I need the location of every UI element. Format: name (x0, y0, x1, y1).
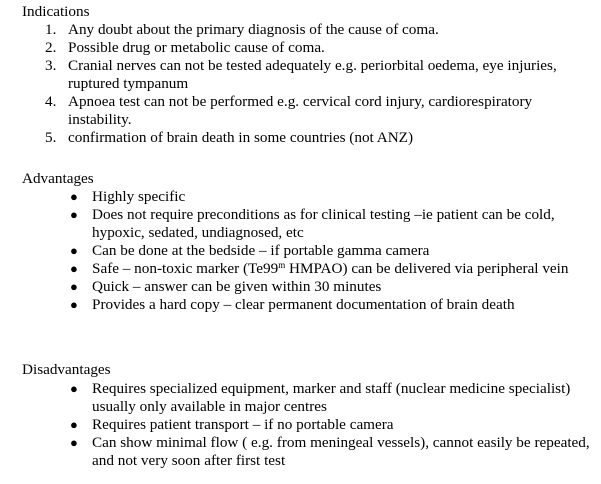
list-number: 4. (45, 93, 57, 110)
disadvantage-item-3 (0, 434, 601, 470)
disadvantage-text: Requires specialized equipment, marker and staff (nuclear medicine specialist) usually only available in major centres (92, 380, 571, 415)
bullet-icon: ● (70, 297, 78, 312)
list-number: 2. (45, 39, 57, 56)
advantages-heading: Advantages (22, 170, 94, 187)
bullet-icon: ● (70, 243, 78, 258)
indication-item-4 (0, 93, 601, 129)
bullet-icon: ● (70, 435, 78, 450)
bullet-icon: ● (70, 279, 78, 294)
indication-item-2 (0, 39, 601, 57)
indications-heading: Indications (22, 3, 90, 20)
indication-item-3 (0, 57, 601, 93)
superscript: m (278, 260, 286, 270)
advantage-item-1 (0, 188, 601, 206)
list-number: 3. (45, 57, 57, 74)
advantage-item-2 (0, 206, 601, 242)
indication-text: Any doubt about the primary diagnosis of the cause of coma. (68, 21, 439, 38)
indication-text: Possible drug or metabolic cause of coma. (68, 39, 325, 56)
disadvantage-text: Can show minimal flow ( e.g. from meningeal vessels), cannot easily be repeated, and not very soon after first test (92, 434, 590, 469)
indication-text: Cranial nerves can not be tested adequately e.g. periorbital oedema, eye injuries, ruptured tympanum (68, 57, 557, 92)
advantage-text: Provides a hard copy – clear permanent documentation of brain death (92, 296, 515, 313)
advantage-text: Quick – answer can be given within 30 minutes (92, 278, 382, 295)
bullet-icon: ● (70, 261, 78, 276)
indications-list (0, 21, 601, 147)
advantage-item-3 (0, 242, 601, 260)
disadvantages-list (0, 380, 601, 470)
advantage-text-before: Safe – non-toxic marker (Te99 (92, 260, 279, 277)
disadvantage-item-2 (0, 416, 601, 434)
advantage-text: Can be done at the bedside – if portable gamma camera (92, 242, 430, 259)
indication-text: confirmation of brain death in some countries (not ANZ) (68, 129, 414, 146)
bullet-icon: ● (70, 207, 78, 222)
disadvantage-text: Requires patient transport – if no portable camera (92, 416, 394, 433)
indication-text: Apnoea test can not be performed e.g. cervical cord injury, cardiorespiratory instability. (68, 93, 533, 128)
advantage-text-after: HMPAO) can be delivered via peripheral vein (285, 260, 569, 277)
indication-item-1 (0, 21, 601, 39)
bullet-icon: ● (70, 417, 78, 432)
bullet-icon: ● (70, 189, 78, 204)
disadvantage-item-1 (0, 380, 601, 416)
advantage-item-6 (0, 296, 601, 314)
indication-item-5 (0, 129, 601, 147)
disadvantages-heading: Disadvantages (22, 361, 111, 378)
advantage-text: Does not require preconditions as for clinical testing –ie patient can be cold, hypoxic, sedated, undiagnosed, etc (92, 206, 555, 241)
bullet-icon: ● (70, 381, 78, 396)
list-number: 5. (45, 129, 57, 146)
advantage-item-4 (0, 260, 601, 278)
advantage-text: Highly specific (92, 188, 186, 205)
advantage-item-5 (0, 278, 601, 296)
advantages-list (0, 188, 601, 314)
list-number: 1. (45, 21, 57, 38)
